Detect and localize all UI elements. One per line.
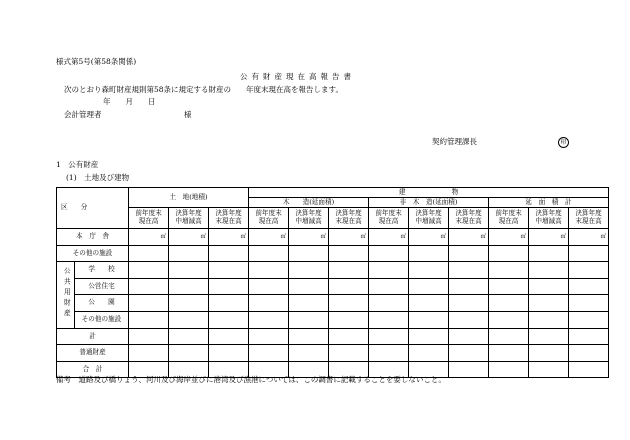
row-label-general: 普通財産 [57,345,129,362]
table-cell [569,345,609,362]
column-subheader [449,208,489,229]
table-cell [169,262,209,279]
public-use-group-label: 公共用財産 [57,262,75,328]
table-cell [289,295,329,312]
table-cell [129,295,169,312]
table-cell [529,361,569,378]
column-subheader-line2: 現在高 [138,217,159,225]
column-subheader-line2: 末現在高 [215,217,242,225]
table-cell [569,295,609,312]
column-subheader-line2: 中増減高 [295,217,322,225]
table-cell [209,278,249,295]
footnote: 備考 道路及び橋りょう、河川及び海岸並びに港湾及び漁港については、この調書に記載することを要しないこと。 [56,375,446,384]
row-label-park: 公 園 [75,295,129,312]
table-cell [409,328,449,345]
table-cell [449,311,489,328]
table-cell [209,295,249,312]
table-cell [529,345,569,362]
table-cell [129,311,169,328]
table-cell [449,328,489,345]
unit-label: ㎡ [569,229,609,246]
table-cell [249,295,289,312]
table-cell [449,262,489,279]
table-cell [289,328,329,345]
table-cell [369,245,409,262]
table-cell [209,311,249,328]
section-heading: 1 公有財産 [56,160,99,169]
table-cell [129,245,169,262]
table-cell [449,245,489,262]
table-cell [409,295,449,312]
table-cell [409,278,449,295]
row-label-other-facilities: その他の施設 [57,245,129,262]
column-subheader [369,208,409,229]
column-subheader-line1: 決算年度 [335,209,362,218]
table-cell [369,311,409,328]
sender-suffix: 様 [184,110,192,119]
table-cell [329,278,369,295]
table-cell [489,345,529,362]
table-cell [329,328,369,345]
column-subheader [209,208,249,229]
land-header: 土 地(地積) [129,188,249,208]
table-cell [169,278,209,295]
sender-label: 会計管理者 [64,110,102,119]
table-cell [169,311,209,328]
table-cell [249,278,289,295]
table-cell [249,262,289,279]
table-cell [169,295,209,312]
column-subheader-line1: 前年度末 [495,209,522,218]
table-cell [289,345,329,362]
column-subheader [289,208,329,229]
row-label-chosha: 本 庁 舎 [57,229,129,246]
unit-label: ㎡ [449,229,489,246]
column-subheader-line2: 中増減高 [175,217,202,225]
column-subheader [569,208,609,229]
table-cell [409,311,449,328]
column-subheader-line2: 末現在高 [575,217,602,225]
table-cell [169,345,209,362]
column-subheader [329,208,369,229]
wood-header: 木 造(延面積) [249,198,369,208]
table-cell [369,345,409,362]
column-subheader [409,208,449,229]
reporter-label: 契約管理課長 [432,137,477,146]
property-table [56,187,609,378]
table-cell [369,278,409,295]
table-cell [569,328,609,345]
date-line: 年 月 日 [103,97,156,106]
table-cell [489,328,529,345]
row-label-school: 学 校 [75,262,129,279]
table-cell [369,295,409,312]
table-cell [249,328,289,345]
table-cell [129,262,169,279]
table-cell [249,345,289,362]
column-subheader [489,208,529,229]
table-cell [569,245,609,262]
table-cell [169,328,209,345]
table-cell [489,245,529,262]
unit-label: ㎡ [209,229,249,246]
table-cell [529,328,569,345]
table-cell [529,311,569,328]
table-cell [449,278,489,295]
column-subheader-line1: 前年度末 [255,209,282,218]
unit-label: ㎡ [489,229,529,246]
table-cell [449,345,489,362]
table-cell [329,345,369,362]
row-label-subtotal: 計 [57,328,129,345]
table-cell [169,245,209,262]
table-cell [289,278,329,295]
table-cell [529,295,569,312]
table-cell [369,262,409,279]
column-subheader-line1: 決算年度 [455,209,482,218]
unit-label: ㎡ [409,229,449,246]
column-subheader-line1: 決算年度 [295,209,322,218]
table-cell [449,295,489,312]
column-subheader [169,208,209,229]
table-cell [569,278,609,295]
table-cell [329,311,369,328]
table-cell [289,311,329,328]
table-cell [569,311,609,328]
column-subheader-line2: 現在高 [258,217,279,225]
seal-icon: 印 [558,137,569,148]
column-subheader-line2: 末現在高 [455,217,482,225]
table-cell [489,295,529,312]
table-cell [569,361,609,378]
unit-label: ㎡ [529,229,569,246]
total-area-header: 延 面 積 計 [489,198,609,208]
column-subheader-line2: 現在高 [378,217,399,225]
building-header: 建 物 [249,188,609,198]
column-subheader-line1: 決算年度 [415,209,442,218]
table-cell [209,345,249,362]
table-cell [289,262,329,279]
column-subheader-line1: 前年度末 [135,209,162,218]
table-cell [449,361,489,378]
kubun-header: 区 分 [57,188,129,229]
table-cell [489,361,529,378]
column-subheader-line1: 前年度末 [375,209,402,218]
table-cell [409,262,449,279]
column-subheader [249,208,289,229]
table-cell [209,245,249,262]
table-cell [409,245,449,262]
table-cell [209,262,249,279]
column-subheaders [57,208,609,229]
table-cell [129,278,169,295]
table-cell [249,311,289,328]
table-cell [329,262,369,279]
column-subheader-line1: 決算年度 [175,209,202,218]
document-title: 公有財産現在高報告書 [240,72,355,81]
subsection-heading: (1) 土地及び建物 [66,173,130,182]
unit-label: ㎡ [169,229,209,246]
table-cell [289,245,329,262]
table-cell [329,245,369,262]
unit-label: ㎡ [129,229,169,246]
unit-label: ㎡ [249,229,289,246]
table-cell [129,345,169,362]
column-subheader-line1: 決算年度 [535,209,562,218]
table-cell [409,345,449,362]
form-number: 様式第5号(第58条関係) [56,57,137,66]
column-subheader-line2: 中増減高 [535,217,562,225]
table-cell [529,245,569,262]
table-cell [489,262,529,279]
table-cell [529,262,569,279]
intro-text: 次のとおり森町財産規則第58条に規定する財産の 年度末現在高を報告します。 [64,85,343,94]
table-cell [489,311,529,328]
row-label-public-housing: 公営住宅 [75,278,129,295]
unit-label: ㎡ [289,229,329,246]
column-subheader-line2: 末現在高 [335,217,362,225]
table-cell [129,328,169,345]
column-subheader-line1: 決算年度 [575,209,602,218]
column-subheader [129,208,169,229]
table-cell [569,262,609,279]
table-cell [249,245,289,262]
row-label-other: その他の施設 [75,311,129,328]
table-cell [529,278,569,295]
column-subheader [529,208,569,229]
nonwood-header: 非 木 造(延面積) [369,198,489,208]
table-cell [369,328,409,345]
unit-label: ㎡ [369,229,409,246]
table-cell [489,278,529,295]
unit-label: ㎡ [329,229,369,246]
row-label-total: 合 計 [57,361,129,378]
column-subheader-line2: 現在高 [498,217,519,225]
table-cell [329,295,369,312]
column-subheader-line2: 中増減高 [415,217,442,225]
column-subheader-line1: 決算年度 [215,209,242,218]
table-cell [209,328,249,345]
